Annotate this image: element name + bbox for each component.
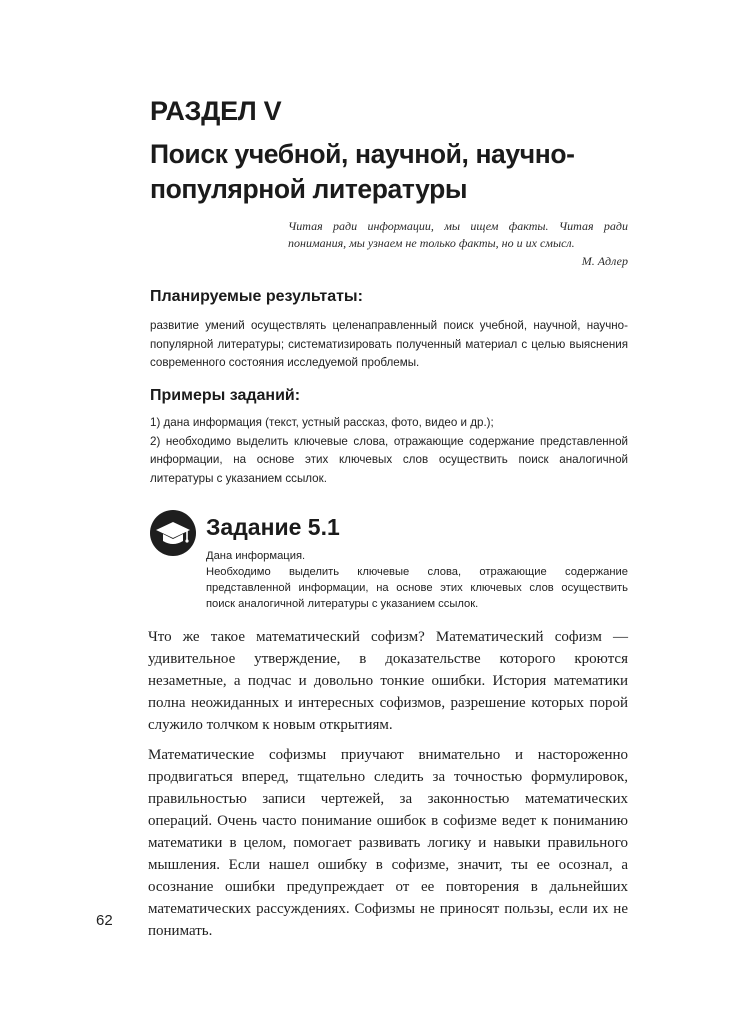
task-description-line-2: Необходимо выделить ключевые слова, отражающие содержание представленной информации, на основе этих ключевых слов осуществить поиск аналогичной литературы с указанием ссылок. (206, 566, 628, 610)
planned-results-body: развитие умений осуществлять целенаправленный поиск учебной, научной, научно-популярной литературы; систематизировать полученный материал с целью выяснения современного состояния исследуемой проблемы. (150, 319, 628, 369)
task-description (206, 548, 628, 612)
list-item: 1) дана информация (текст, устный рассказ, фото, видео и др.); (150, 416, 494, 429)
task-examples-heading: Примеры заданий: (150, 387, 301, 404)
list-item: 2) необходимо выделить ключевые слова, отражающие содержание представленной информации, на основе этих ключевых слов осуществить поиск аналогичной литературы с указанием ссылок. (150, 434, 628, 485)
graduation-cap-icon (150, 510, 196, 556)
task-examples-list (150, 414, 628, 488)
page-number: 62 (96, 912, 113, 929)
section-title: Поиск учебной, научной, научно-популярной литературы (150, 139, 575, 204)
epigraph (288, 218, 628, 270)
planned-results-heading: Планируемые результаты: (150, 288, 363, 305)
paragraph: Что же такое математический софизм? Математический софизм — удивительное утверждение, в доказательстве которого кроются незаметные, а подчас и довольно тонкие ошибки. История математики полна неожиданных и интересных софизмов, разрешение которых порой служило толчком к новым открытиям. (148, 629, 628, 733)
graduation-cap-glyph (150, 510, 196, 556)
section-label: РАЗДЕЛ V (150, 96, 282, 126)
epigraph-text: Читая ради информации, мы ищем факты. Читая ради понимания, мы узнаем не только факты, но и их смысл. (288, 219, 628, 250)
task-title: Задание 5.1 (206, 514, 340, 540)
main-text (148, 626, 628, 950)
task-description-line-1: Дана информация. (206, 550, 306, 562)
paragraph: Математические софизмы приучают внимательно и настороженно продвигаться вперед, тщательно следить за точностью формулировок, правильностью записи чертежей, за законностью математических операций. Очень часто понимание ошибок в софизме ведет к пониманию математики в целом, помогает развивать логику и навыки правильного мышления. Если нашел ошибку в софизме, значит, ты ее осознал, а осознание ошибки предупреждает от ее повторения в дальнейших математических рассуждениях. Софизмы не приносят пользы, если их не понимать. (148, 747, 628, 939)
epigraph-author: М. Адлер (581, 254, 628, 268)
